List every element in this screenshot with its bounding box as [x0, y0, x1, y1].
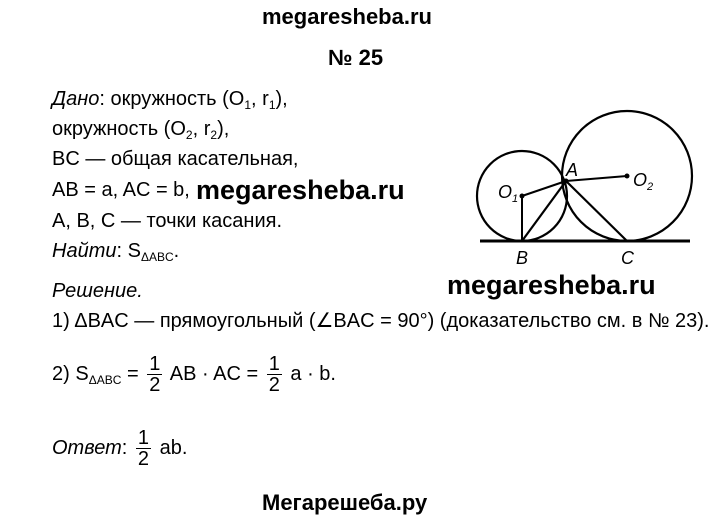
solution-label: Решение.: [52, 280, 143, 302]
given-l2-end: ),: [217, 118, 230, 140]
given-line-2: [52, 118, 229, 140]
segment-a-c: [566, 181, 627, 241]
answer-fraction: [136, 428, 151, 469]
step2-mid: AB · AC =: [165, 362, 264, 385]
solution-step-2: [52, 354, 336, 395]
given-line-1: [52, 88, 288, 110]
label-a: A: [566, 160, 579, 180]
given-l2-sub1: 2: [185, 128, 193, 142]
find-end: .: [173, 240, 180, 262]
fraction-denominator: 2: [268, 374, 280, 396]
geometry-diagram: [470, 90, 710, 275]
label-c: C: [621, 248, 634, 268]
find-sub: ΔABC: [140, 250, 174, 264]
label-o2: $O_2$: [633, 170, 654, 193]
watermark-middle: megaresheba.ru: [196, 175, 405, 205]
given-l1-end: ),: [275, 88, 288, 110]
label-o1: $O_1$: [498, 182, 519, 205]
watermark-top: megaresheba.ru: [262, 4, 432, 29]
answer-label: Ответ: [52, 436, 122, 459]
given-line-5: A, B, C — точки касания.: [52, 210, 283, 232]
point-o2: [625, 174, 630, 179]
find-label: Найти: [52, 240, 117, 262]
fraction-numerator: 1: [149, 353, 161, 375]
label-b: B: [516, 248, 529, 268]
watermark-bottom: Мегарешеба.ру: [262, 490, 428, 515]
given-l1-sub2: 1: [268, 98, 276, 112]
given-label: Дано: [52, 88, 100, 110]
problem-number: № 25: [328, 45, 384, 70]
given-l2-text: окружность (O: [52, 118, 186, 140]
fraction-numerator: 1: [137, 427, 150, 449]
fraction-half-1: [147, 354, 162, 395]
point-o1: [520, 194, 525, 199]
answer-tail: ab.: [154, 436, 188, 459]
fraction-half-2: [267, 354, 282, 395]
given-l1-mid: , r: [251, 88, 269, 110]
given-l2-mid: , r: [192, 118, 211, 140]
given-l1-sub1: 1: [244, 98, 252, 112]
given-l1-text: : окружность (O: [99, 88, 245, 110]
answer-line: [52, 428, 187, 469]
fraction-denominator: 2: [137, 448, 150, 470]
watermark-right: megaresheba.ru: [447, 270, 656, 300]
fraction-denominator: 2: [149, 374, 161, 396]
step2-sub: ΔABC: [88, 372, 122, 387]
find-line: [52, 240, 179, 262]
find-text: : S: [116, 240, 141, 262]
fraction-numerator: 1: [268, 353, 280, 375]
step2-eq1: =: [121, 362, 145, 385]
solution-step-1: 1) ΔBAC — прямоугольный (∠BAC = 90°) (доказательство см. в № 23).: [52, 310, 710, 332]
answer-colon: :: [121, 436, 128, 459]
given-line-3: BC — общая касательная,: [52, 148, 299, 170]
given-l2-sub2: 2: [210, 128, 218, 142]
step2-prefix: 2) S: [52, 362, 89, 385]
given-line-4: AB = a, AC = b,: [52, 179, 190, 201]
step2-end: a · b.: [284, 362, 336, 385]
segment-a-b: [522, 181, 566, 241]
